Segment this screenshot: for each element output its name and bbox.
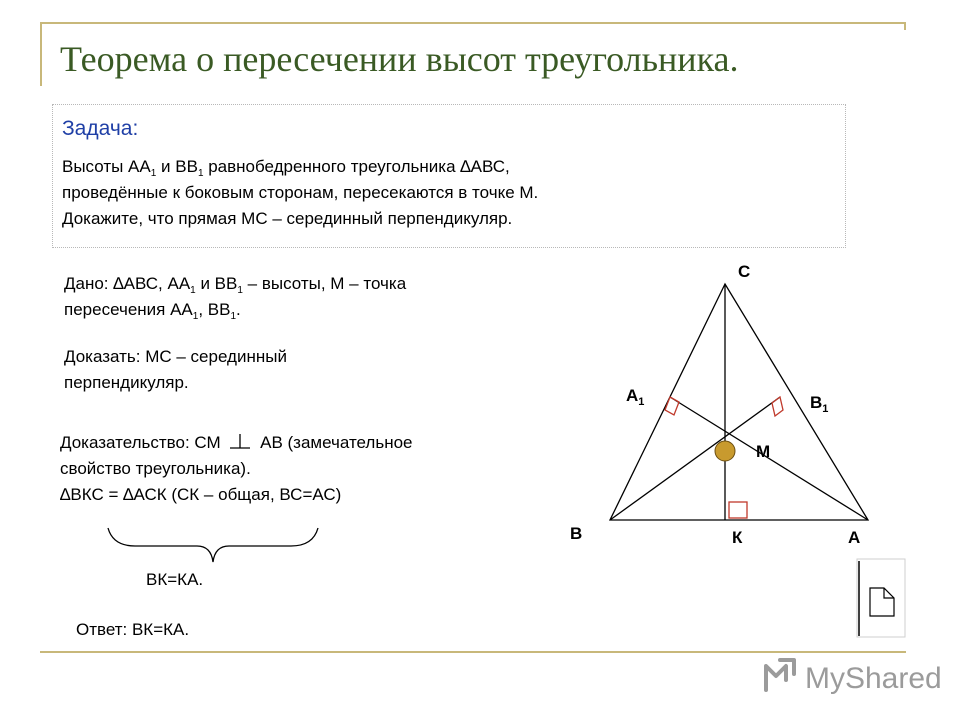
frame-bottom-line xyxy=(40,651,906,653)
myshared-logo-icon xyxy=(762,656,802,696)
result-text: ВК=КА. xyxy=(146,570,204,589)
triangle-abc xyxy=(610,284,868,520)
slide-title: Теорема о пересечении высот треугольника. xyxy=(60,39,739,79)
task-line-1: Высоты $АА_1$ и $ВВ_1$ равнобедренного треугольника ∆АВС, xyxy=(62,157,510,179)
document-icon xyxy=(856,558,908,640)
prove-line-1: Доказать: МС – серединный xyxy=(64,347,287,366)
point-m xyxy=(715,441,735,461)
task-heading: Задача: xyxy=(62,117,139,140)
perpendicular-symbol-icon xyxy=(227,431,253,451)
frame-top-line xyxy=(40,22,906,24)
task-text xyxy=(62,154,845,232)
label-a1: $А_1$ xyxy=(626,386,645,408)
label-b1: $В_1$ xyxy=(810,393,829,415)
right-angle-mark-b1 xyxy=(772,397,783,416)
label-k: К xyxy=(732,528,743,547)
altitude-bb1 xyxy=(610,397,780,520)
right-angle-mark-a1 xyxy=(665,397,679,415)
task-box xyxy=(52,104,846,248)
task-line-3: Докажите, что прямая МС – серединный перпендикуляр. xyxy=(62,209,513,228)
myshared-watermark: MyShared xyxy=(805,662,942,695)
proof-line-2: свойство треугольника). xyxy=(60,459,251,478)
label-m: М xyxy=(756,442,771,461)
frame-left-line xyxy=(40,22,42,86)
proof-line-3: ∆ВКС = ∆АСК (СК – общая, ВС=АС) xyxy=(60,485,342,504)
given-line-2: пересечения $АА_1$, $ВВ_1$. xyxy=(64,300,241,322)
task-line-2: проведённые к боковым сторонам, пересекаются в точке М. xyxy=(62,183,539,202)
curly-brace-icon xyxy=(105,524,321,566)
frame-right-line xyxy=(904,22,906,30)
right-angle-mark-k xyxy=(729,502,747,518)
label-b: В xyxy=(570,524,583,543)
label-c: С xyxy=(738,262,751,281)
proof-text xyxy=(60,430,413,508)
given-line-1: Дано: ∆АВС, $АА_1$ и $ВВ_1$ – высоты, М – точка xyxy=(64,274,407,296)
label-a: А xyxy=(848,528,861,547)
prove-text xyxy=(64,344,287,396)
proof-line-1: Доказательство: СМ АВ (замечательное xyxy=(60,433,413,452)
given-text xyxy=(64,271,406,323)
answer-text: Ответ: ВК=КА. xyxy=(76,620,190,639)
prove-line-2: перпендикуляр. xyxy=(64,373,189,392)
